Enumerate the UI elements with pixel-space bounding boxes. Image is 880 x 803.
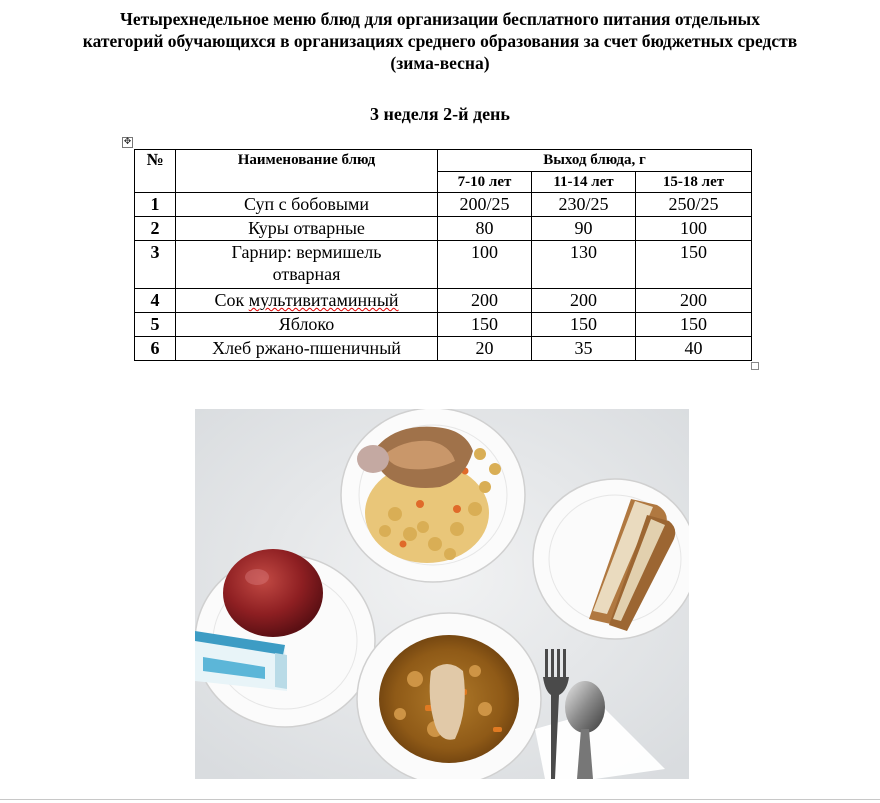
- header-dish-name: Наименование блюд: [176, 150, 438, 193]
- table-row: [135, 289, 752, 313]
- dish-name-prefix: Сок: [214, 290, 249, 310]
- yield-value: 90: [532, 217, 636, 241]
- yield-value: 150: [636, 313, 752, 337]
- dish-name: Куры отварные: [176, 217, 438, 241]
- title-line: (зима-весна): [390, 53, 490, 73]
- header-age-15-18: 15-18 лет: [636, 172, 752, 193]
- header-age-11-14: 11-14 лет: [532, 172, 636, 193]
- yield-value: 250/25: [636, 193, 752, 217]
- yield-value: 200/25: [438, 193, 532, 217]
- document-title: [0, 8, 880, 74]
- dish-name: Хлеб ржано-пшеничный: [176, 337, 438, 361]
- title-line: Четырехнедельное меню блюд для организации бесплатного питания отдельных: [120, 9, 760, 29]
- row-number: 4: [135, 289, 176, 313]
- pasta-plate: [341, 409, 525, 582]
- header-yield: Выход блюда, г: [438, 150, 752, 172]
- dish-name: Суп с бобовыми: [176, 193, 438, 217]
- dish-name: Гарнир: вермишель отварная: [176, 241, 438, 289]
- meal-photo: [195, 409, 689, 779]
- table-row: [135, 241, 752, 289]
- apple: [223, 549, 323, 637]
- move-icon[interactable]: ✥: [123, 137, 132, 147]
- menu-table: [134, 149, 752, 361]
- header-number: №: [135, 150, 176, 193]
- yield-value: 230/25: [532, 193, 636, 217]
- row-number: 5: [135, 313, 176, 337]
- header-age-7-10: 7-10 лет: [438, 172, 532, 193]
- yield-value: 150: [438, 313, 532, 337]
- yield-value: 100: [438, 241, 532, 289]
- bread-plate: [533, 479, 689, 639]
- yield-value: 80: [438, 217, 532, 241]
- yield-value: 130: [532, 241, 636, 289]
- yield-value: 200: [438, 289, 532, 313]
- row-number: 6: [135, 337, 176, 361]
- table-row: [135, 193, 752, 217]
- yield-value: 40: [636, 337, 752, 361]
- row-number: 2: [135, 217, 176, 241]
- yield-value: 20: [438, 337, 532, 361]
- soup-bowl: [357, 613, 541, 779]
- table-row: [135, 337, 752, 361]
- table-row: [135, 217, 752, 241]
- yield-value: 100: [636, 217, 752, 241]
- resize-handle-icon[interactable]: [751, 362, 759, 370]
- yield-value: 35: [532, 337, 636, 361]
- row-number: 1: [135, 193, 176, 217]
- spellcheck-marked-word[interactable]: мультивитаминный: [248, 290, 399, 310]
- dish-name: [176, 289, 438, 313]
- dish-name: Яблоко: [176, 313, 438, 337]
- yield-value: 200: [636, 289, 752, 313]
- menu-day-subtitle: 3 неделя 2-й день: [370, 104, 510, 124]
- title-line: категорий обучающихся в организациях среднего образования за счет бюджетных средств: [82, 31, 798, 51]
- page-divider: [0, 799, 880, 800]
- table-row: [135, 313, 752, 337]
- yield-value: 200: [532, 289, 636, 313]
- row-number: 3: [135, 241, 176, 289]
- yield-value: 150: [636, 241, 752, 289]
- yield-value: 150: [532, 313, 636, 337]
